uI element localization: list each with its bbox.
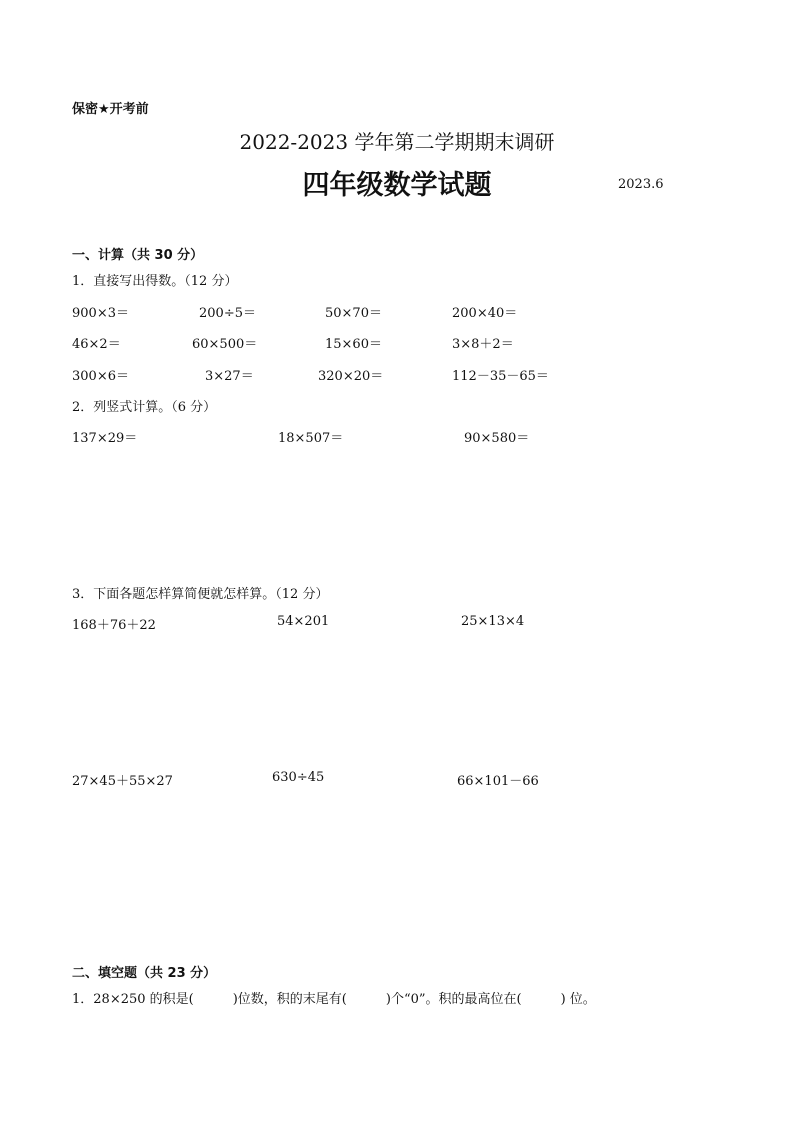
section2-q1: 1．28×250 的积是( )位数，积的末尾有( )个“0”。积的最高位在( ) 位。: [72, 992, 596, 1007]
q3-item: 168＋76＋22: [72, 618, 156, 633]
q1-item: 112－35－65＝: [452, 369, 549, 384]
section2-heading: 二、填空题（共 23 分）: [72, 966, 217, 981]
confidential-label: 保密★开考前: [72, 102, 149, 117]
q2-item: 137×29＝: [72, 431, 138, 446]
q3-item: 66×101－66: [457, 774, 539, 789]
q1-item: 320×20＝: [318, 369, 384, 384]
q1-item: 3×27＝: [205, 369, 254, 384]
q1-prompt: 1．直接写出得数。（12 分）: [72, 274, 238, 289]
q2-prompt: 2．列竖式计算。（6 分）: [72, 400, 217, 415]
q1-item: 60×500＝: [192, 337, 258, 352]
q1-item: 900×3＝: [72, 306, 129, 321]
q2-item: 18×507＝: [278, 431, 344, 446]
q3-prompt: 3．下面各题怎样算简便就怎样算。（12 分）: [72, 587, 329, 602]
q1-item: 200×40＝: [452, 306, 518, 321]
q1-item: 200÷5＝: [199, 306, 256, 321]
q1-item: 300×6＝: [72, 369, 129, 384]
q3-item: 25×13×4: [461, 614, 525, 629]
q3-item: 54×201: [277, 614, 330, 629]
q1-item: 15×60＝: [325, 337, 382, 352]
exam-date: 2023.6: [618, 177, 664, 192]
q2-item: 90×580＝: [464, 431, 530, 446]
q3-item: 630÷45: [272, 770, 325, 785]
q1-item: 46×2＝: [72, 337, 121, 352]
q1-item: 3×8＋2＝: [452, 337, 514, 352]
exam-title-line1: 2022-2023 学年第二学期期末调研: [239, 130, 555, 154]
exam-title-line2: 四年级数学试题: [302, 170, 492, 201]
section1-heading: 一、计算（共 30 分）: [72, 248, 204, 263]
q1-item: 50×70＝: [325, 306, 382, 321]
q3-item: 27×45＋55×27: [72, 774, 173, 789]
